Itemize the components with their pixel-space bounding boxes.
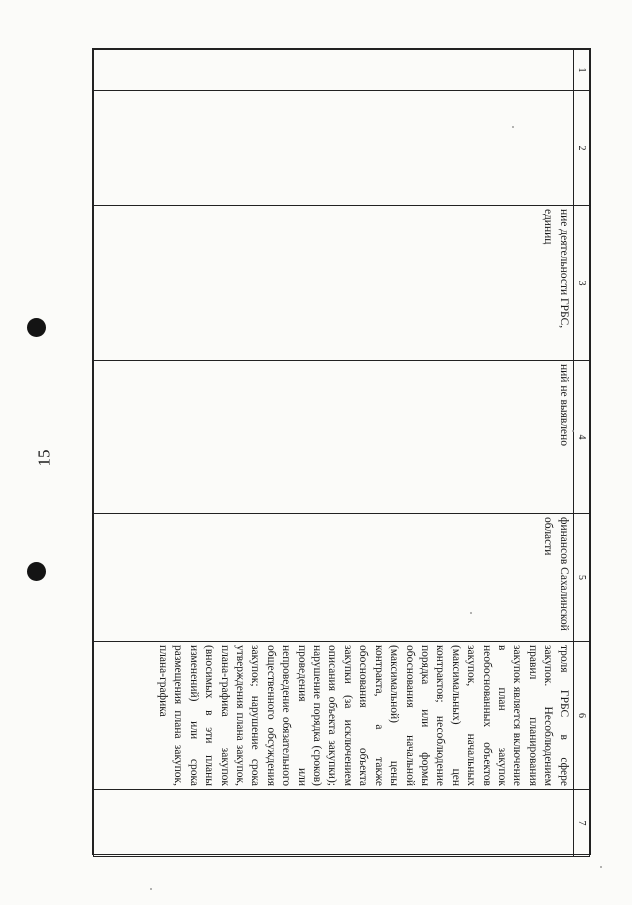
scan-speck [470, 612, 472, 614]
scan-speck [512, 126, 514, 128]
cell-col5: финансов Сахалинской области [94, 514, 574, 642]
cell-col4: ний не выявлено [94, 361, 574, 514]
cell-col7 [94, 790, 574, 857]
column-header-6: 6 [573, 642, 589, 790]
column-header-7: 7 [573, 790, 589, 857]
cell-col1 [94, 50, 574, 91]
scan-speck [600, 866, 602, 868]
punch-hole [27, 562, 46, 581]
column-header-5: 5 [573, 514, 589, 642]
header-row [573, 50, 589, 857]
column-header-1: 1 [573, 50, 589, 91]
cell-col2 [94, 91, 574, 206]
cell-col3: ние деятельности ГРБС, единиц [94, 206, 574, 361]
page-number: 15 [34, 449, 54, 467]
cell-col6: троля ГРБС в сфере закупок. Несоблюдением правил планирования закупок является включение в план закупок необоснованных объектов закупок, начальных (максимальных) цен контрактов; несоблюдение порядка или формы обоснования начальной (максимальной) цены контракта, а также обоснования объекта закупки (за исключением описания объекта закупки); нарушение порядка (сроков) проведения или непроведение обязательного общественного обсуждения закупок; нарушение срока утверждения плана закупок, плана-графика закупок (вносимых в эти планы изменений) или срока размещения плана закупок, плана-графика [94, 642, 574, 790]
column-header-2: 2 [573, 91, 589, 206]
punch-hole [27, 318, 46, 337]
scan-speck [572, 430, 574, 432]
report-table [92, 48, 591, 855]
column-header-4: 4 [573, 361, 589, 514]
column-header-3: 3 [573, 206, 589, 361]
scan-speck [150, 888, 152, 890]
table-row [94, 50, 574, 857]
